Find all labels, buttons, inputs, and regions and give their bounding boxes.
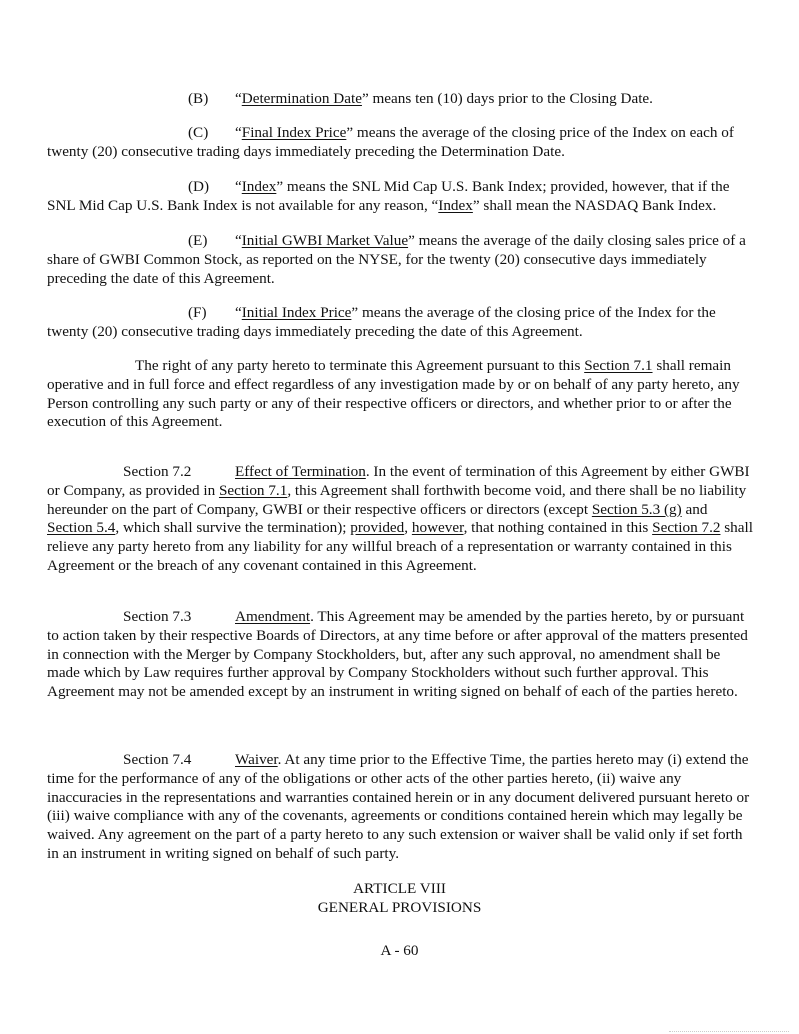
page-number: A - 60 [380, 942, 419, 959]
defined-term: Initial GWBI Market Value [241, 232, 409, 249]
definition-b: (B) “Determination Date” means ten (10) days prior to the Closing Date. [188, 90, 653, 107]
section-reference: Section 7.1 [218, 481, 288, 499]
definition-label: (F) [188, 304, 207, 321]
defined-term: Index [241, 178, 277, 195]
section-title: Waiver [235, 751, 278, 768]
corner-divider [669, 1031, 789, 1032]
article-title: GENERAL PROVISIONS [317, 898, 482, 916]
section-7-3: Section 7.3 Amendment. This Agreement may be amended by the parties hereto, by or pursuant to action taken by their respective Boards of Directors, at any time before or after approval of the matters presented in connection with the Merger by Company Stockholders, but, after any such approval, no amendment shall be made which by Law requires further approval by Company Stockholders without such further approval. This Agreement may not be amended except by an instrument in writing signed on behalf of each of the parties hereto. [47, 608, 748, 701]
definition-e: (E) “Initial GWBI Market Value” means the average of the daily closing sales price of a share of GWBI Common Stock, as reported on the NYSE, for the twenty (20) consecutive days immediately preceding the date of this Agreement. [47, 232, 746, 287]
termination-survival-paragraph: The right of any party hereto to terminate this Agreement pursuant to this Section 7.1 shall remain operative and in full force and effect regardless of any investigation made by or on behalf of any party hereto, any Person controlling any such party or any of their respective officers or directors, and whether prior to or after the execution of this Agreement. [47, 357, 740, 431]
definition-label: (E) [188, 232, 208, 249]
section-reference: Section 7.1 [584, 357, 653, 374]
emphasis-provided: provided [350, 519, 405, 537]
definition-d: (D) “Index” means the SNL Mid Cap U.S. Bank Index; provided, however, that if the SNL Mid Cap U.S. Bank Index is not available for any reason, “Index” shall mean the NASDAQ Bank Index. [47, 178, 730, 214]
article-number: ARTICLE VIII [353, 880, 446, 897]
definition-label: (B) [188, 90, 209, 107]
section-title: Amendment [235, 608, 311, 625]
section-reference: Section 7.2 [652, 519, 721, 537]
section-7-2: Section 7.2 Effect of Termination. In the event of termination of this Agreement by either GWBI or Company, as provided in Section 7.1, this Agreement shall forthwith become void, and there shall be no liability hereunder on the part of Company, GWBI or their respective officers or directors (except Section 5.3 (g) and Section 5.4, which shall survive the termination); provided, however, that nothing contained in this Section 7.2 shall relieve any party hereto from any liability for any willful breach of a representation or warranty contained in this Agreement or the breach of any covenant contained in this Agreement. [47, 463, 753, 574]
defined-term: Final Index Price [241, 124, 347, 141]
section-number: Section 7.3 [123, 608, 192, 625]
section-reference: Section 5.3 (g) [591, 500, 682, 518]
definition-f: (F) “Initial Index Price” means the average of the closing price of the Index for the twenty (20) consecutive trading days immediately preceding the date of this Agreement. [47, 304, 716, 340]
section-reference: Section 5.4 [47, 519, 116, 537]
defined-term: Determination Date [241, 90, 362, 107]
defined-term: Index [438, 196, 473, 214]
emphasis-however: however [411, 519, 464, 537]
definition-label: (C) [188, 124, 209, 141]
section-number: Section 7.4 [123, 751, 192, 768]
defined-term: Initial Index Price [241, 304, 352, 321]
article-heading [0, 880, 799, 918]
definition-c: (C) “Final Index Price” means the average of the closing price of the Index on each of twenty (20) consecutive trading days immediately preceding the Determination Date. [47, 124, 734, 160]
section-7-4: Section 7.4 Waiver. At any time prior to the Effective Time, the parties hereto may (i) extend the time for the performance of any of the obligations or other acts of the other parties hereto, (ii) waive any inaccuracies in the representations and warranties contained herein or in any document delivered pursuant hereto or (iii) waive compliance with any of the covenants, agreements or conditions contained herein which may legally be waived. Any agreement on the part of a party hereto to any such extension or waiver shall be valid only if set forth in an instrument in writing signed on behalf of such party. [47, 751, 750, 862]
definition-label: (D) [188, 178, 210, 195]
section-title: Effect of Termination [235, 463, 366, 480]
section-number: Section 7.2 [123, 463, 192, 480]
